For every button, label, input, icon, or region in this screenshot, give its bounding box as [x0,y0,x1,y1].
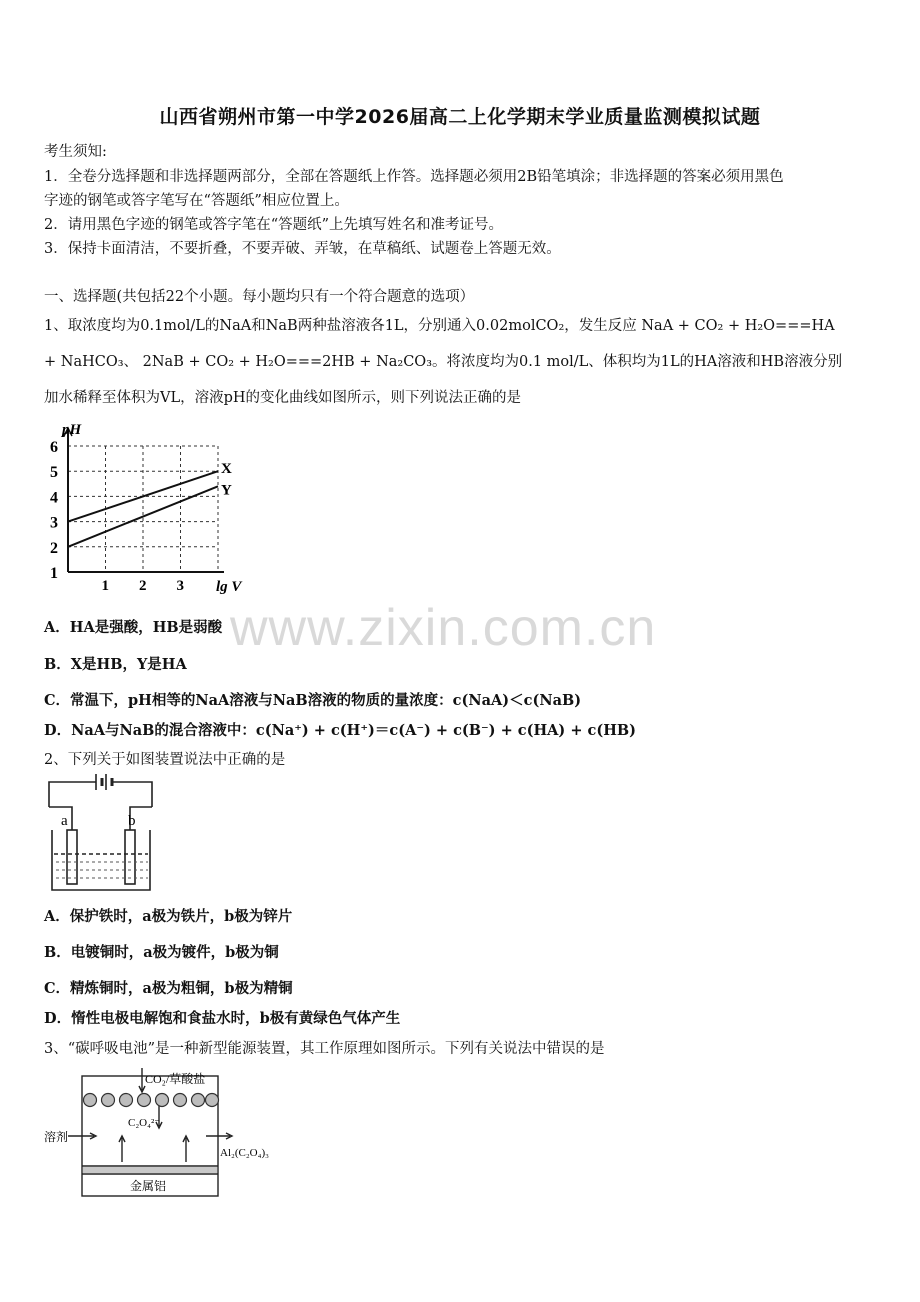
notice-item: 2．请用黑色字迹的钢笔或答字笔在“答题纸”上先填写姓名和准考证号。 [44,217,504,233]
q2-option-d[interactable]: D．惰性电极电解饱和食盐水时，b极有黄绿色气体产生 [44,1010,401,1027]
electrode-a-label: a [61,813,68,829]
q1-option-d[interactable]: D．NaA与NaB的混合溶液中：c(Na⁺) + c(H⁺)＝c(A⁻) + c(B⁻) + c(HA) + c(HB) [44,722,637,739]
notice-item: 3．保持卡面清洁，不要折叠，不要弄破、弄皱，在草稿纸、试题卷上答题无效。 [44,241,561,257]
q2-option-a[interactable]: A．保护铁时，a极为铁片，b极为锌片 [44,908,293,925]
chart-y-tick-label: 2 [50,539,58,557]
electrode-b-label: b [128,813,136,829]
chart-y-tick-label: 6 [50,439,58,456]
ph-chart [38,418,268,600]
q1-option-c[interactable]: C．常温下，pH相等的NaA溶液与NaB溶液的物质的量浓度：c(NaA)＜c(NaB) [44,692,582,709]
q1-option-b[interactable]: B．X是HB，Y是HA [44,656,187,673]
notice-item: 1．全卷分选择题和非选择题两部分，全部在答题纸上作答。选择题必须用2B铅笔填涂；非选择题的答案必须用黑色 [44,169,784,185]
notice-heading: 考生须知: [44,144,107,160]
chart-series-label: Y [221,482,232,499]
electrolysis-apparatus [44,772,159,894]
chart-x-tick-label: 1 [101,578,109,594]
q2-option-c[interactable]: C．精炼铜时，a极为粗铜，b极为精铜 [44,980,293,997]
question-1-stem: + NaHCO₃、 2NaB + CO₂ + H₂O===2HB + Na₂CO₃。将浓度均为0.1 mol/L、体积均为1L的HA溶液和HB溶液分别 [44,354,843,370]
chart-series-label: X [221,461,232,478]
chart-xlabel: lg V [216,579,242,595]
chart-ylabel: pH [62,422,82,438]
notice-item: 字迹的钢笔或答字笔写在“答题纸”相应位置上。 [44,193,349,209]
cell-solvent-label: 溶剂 [44,1130,69,1144]
question-3-stem: 3、“碳呼吸电池”是一种新型能源装置，其工作原理如图所示。下列有关说法中错误的是 [44,1041,605,1057]
chart-x-tick-label: 3 [176,578,184,594]
chart-y-tick-label: 3 [50,514,58,532]
cell-metal-label: 金属铝 [130,1179,167,1193]
chart-y-tick-label: 1 [50,565,58,582]
chart-x-tick-label: 2 [139,578,147,594]
chart-y-tick-label: 4 [50,489,58,507]
question-1-stem: 加水稀释至体积为VL，溶液pH的变化曲线如图所示，则下列说法正确的是 [44,390,522,406]
carbon-breathing-cell [44,1066,284,1200]
q1-option-a[interactable]: A．HA是强酸，HB是弱酸 [44,619,223,636]
page-title: 山西省朔州市第一中学2026届高二上化学期末学业质量监测模拟试题 [159,106,761,128]
cell-product-label: Al₂(C₂O₄)₃ [220,1147,269,1159]
cell-top-label: CO₂/草酸盐 [145,1072,206,1086]
question-1-stem: 1、取浓度均为0.1mol/L的NaA和NaB两种盐溶液各1L，分别通入0.02molCO₂，发生反应 NaA + CO₂ + H₂O===HA [44,318,835,334]
watermark: www.zixin.com.cn [230,599,657,657]
q2-option-b[interactable]: B．电镀铜时，a极为镀件，b极为铜 [44,944,279,961]
section-heading: 一、选择题(共包括22个小题。每小题均只有一个符合题意的选项） [44,289,475,305]
question-2-stem: 2、下列关于如图装置说法中正确的是 [44,752,286,768]
cell-ion-label: C₂O₄²⁻ [128,1117,161,1129]
chart-y-tick-label: 5 [50,464,58,482]
